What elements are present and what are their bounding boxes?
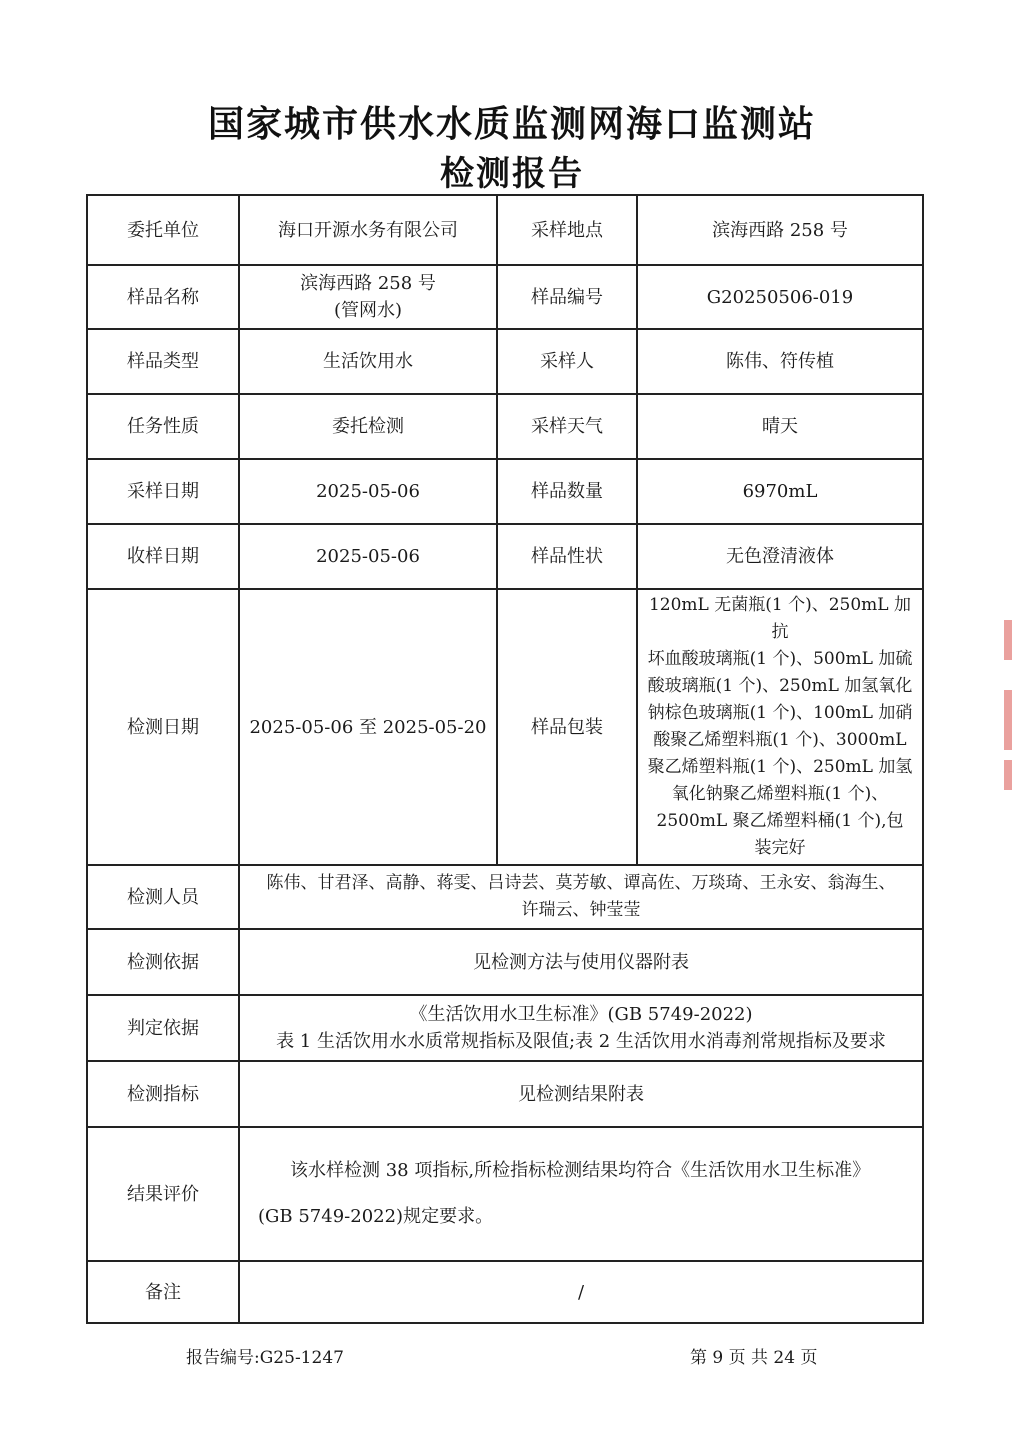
sample-id-label: 样品编号 [497, 265, 637, 329]
sampling-location-value: 滨海西路 258 号 [637, 195, 923, 265]
sampler-label: 采样人 [497, 329, 637, 394]
testers-value [239, 865, 923, 929]
page-number: 第 9 页 共 24 页 [690, 1348, 818, 1368]
table-row [87, 195, 923, 265]
sample-id-value: G20250506-019 [637, 265, 923, 329]
packaging-line: 120mL 无菌瓶(1 个)、250mL 加抗 [648, 595, 911, 642]
sampler-value: 陈伟、符传植 [637, 329, 923, 394]
task-nature-label: 任务性质 [87, 394, 239, 459]
table-row [87, 329, 923, 394]
sample-name-label: 样品名称 [87, 265, 239, 329]
sample-name-line1: 滨海西路 258 号 [300, 273, 436, 294]
table-row [87, 995, 923, 1061]
test-date-label: 检测日期 [87, 589, 239, 865]
packaging-label: 样品包装 [497, 589, 637, 865]
remarks-value: / [239, 1261, 923, 1323]
sample-appearance-label: 样品性状 [497, 524, 637, 589]
weather-label: 采样天气 [497, 394, 637, 459]
table-row [87, 865, 923, 929]
judgment-basis-line2: 表 1 生活饮用水水质常规指标及限值;表 2 生活饮用水消毒剂常规指标及要求 [276, 1031, 886, 1052]
remarks-label: 备注 [87, 1261, 239, 1323]
sample-name-line2: (管网水) [333, 300, 403, 321]
seam-stamp-mark [1004, 760, 1012, 790]
sampling-location-label: 采样地点 [497, 195, 637, 265]
evaluation-line1: 该水样检测 38 项指标,所检指标检测结果均符合《生活饮用水卫生标准》 [290, 1160, 871, 1181]
report-number: 报告编号:G25-1247 [186, 1348, 344, 1368]
sampling-date-value: 2025-05-06 [239, 459, 497, 524]
table-row [87, 394, 923, 459]
testers-label: 检测人员 [87, 865, 239, 929]
report-table [86, 194, 924, 1324]
sample-quantity-value: 6970mL [637, 459, 923, 524]
task-nature-value: 委托检测 [239, 394, 497, 459]
packaging-line: 氧化钠聚乙烯塑料瓶(1 个)、 [671, 784, 889, 804]
test-basis-label: 检测依据 [87, 929, 239, 995]
judgment-basis-label: 判定依据 [87, 995, 239, 1061]
receipt-date-label: 收样日期 [87, 524, 239, 589]
test-items-label: 检测指标 [87, 1061, 239, 1127]
seam-stamp-mark [1004, 620, 1012, 660]
table-row [87, 459, 923, 524]
packaging-line: 酸聚乙烯塑料瓶(1 个)、3000mL [653, 730, 907, 750]
evaluation-line2: (GB 5749-2022)规定要求。 [258, 1206, 494, 1227]
test-date-value: 2025-05-06 至 2025-05-20 [239, 589, 497, 865]
sample-appearance-value: 无色澄清液体 [637, 524, 923, 589]
table-row [87, 929, 923, 995]
table-row [87, 1061, 923, 1127]
packaging-line: 2500mL 聚乙烯塑料桶(1 个),包 [656, 811, 904, 831]
packaging-line: 聚乙烯塑料瓶(1 个)、250mL 加氢 [647, 757, 913, 777]
table-row [87, 1261, 923, 1323]
sampling-date-label: 采样日期 [87, 459, 239, 524]
test-basis-value: 见检测方法与使用仪器附表 [239, 929, 923, 995]
packaging-value [637, 589, 923, 865]
report-title-line1: 国家城市供水水质监测网海口监测站 [207, 104, 816, 145]
testers-line1: 陈伟、甘君泽、高静、蒋雯、吕诗芸、莫芳敏、谭高佐、万琰琦、王永安、翁海生、 [266, 873, 896, 893]
packaging-line: 装完好 [754, 838, 806, 858]
seam-stamp-mark [1004, 690, 1012, 750]
table-row [87, 265, 923, 329]
judgment-basis-value [239, 995, 923, 1061]
client-value: 海口开源水务有限公司 [239, 195, 497, 265]
receipt-date-value: 2025-05-06 [239, 524, 497, 589]
packaging-line: 钠棕色玻璃瓶(1 个)、100mL 加硝 [647, 703, 913, 723]
evaluation-label: 结果评价 [87, 1127, 239, 1261]
client-label: 委托单位 [87, 195, 239, 265]
sample-type-value: 生活饮用水 [239, 329, 497, 394]
testers-line2: 许瑞云、钟莹莹 [521, 900, 641, 920]
test-items-value: 见检测结果附表 [239, 1061, 923, 1127]
weather-value: 晴天 [637, 394, 923, 459]
sample-type-label: 样品类型 [87, 329, 239, 394]
packaging-line: 坏血酸玻璃瓶(1 个)、500mL 加硫 [647, 649, 913, 669]
packaging-line: 酸玻璃瓶(1 个)、250mL 加氢氧化 [647, 676, 913, 696]
table-row [87, 1127, 923, 1261]
table-row [87, 589, 923, 865]
sample-quantity-label: 样品数量 [497, 459, 637, 524]
table-row [87, 524, 923, 589]
evaluation-value [239, 1127, 923, 1261]
judgment-basis-line1: 《生活饮用水卫生标准》(GB 5749-2022) [409, 1004, 753, 1025]
sample-name-value [239, 265, 497, 329]
report-title-line2: 检测报告 [440, 154, 584, 194]
